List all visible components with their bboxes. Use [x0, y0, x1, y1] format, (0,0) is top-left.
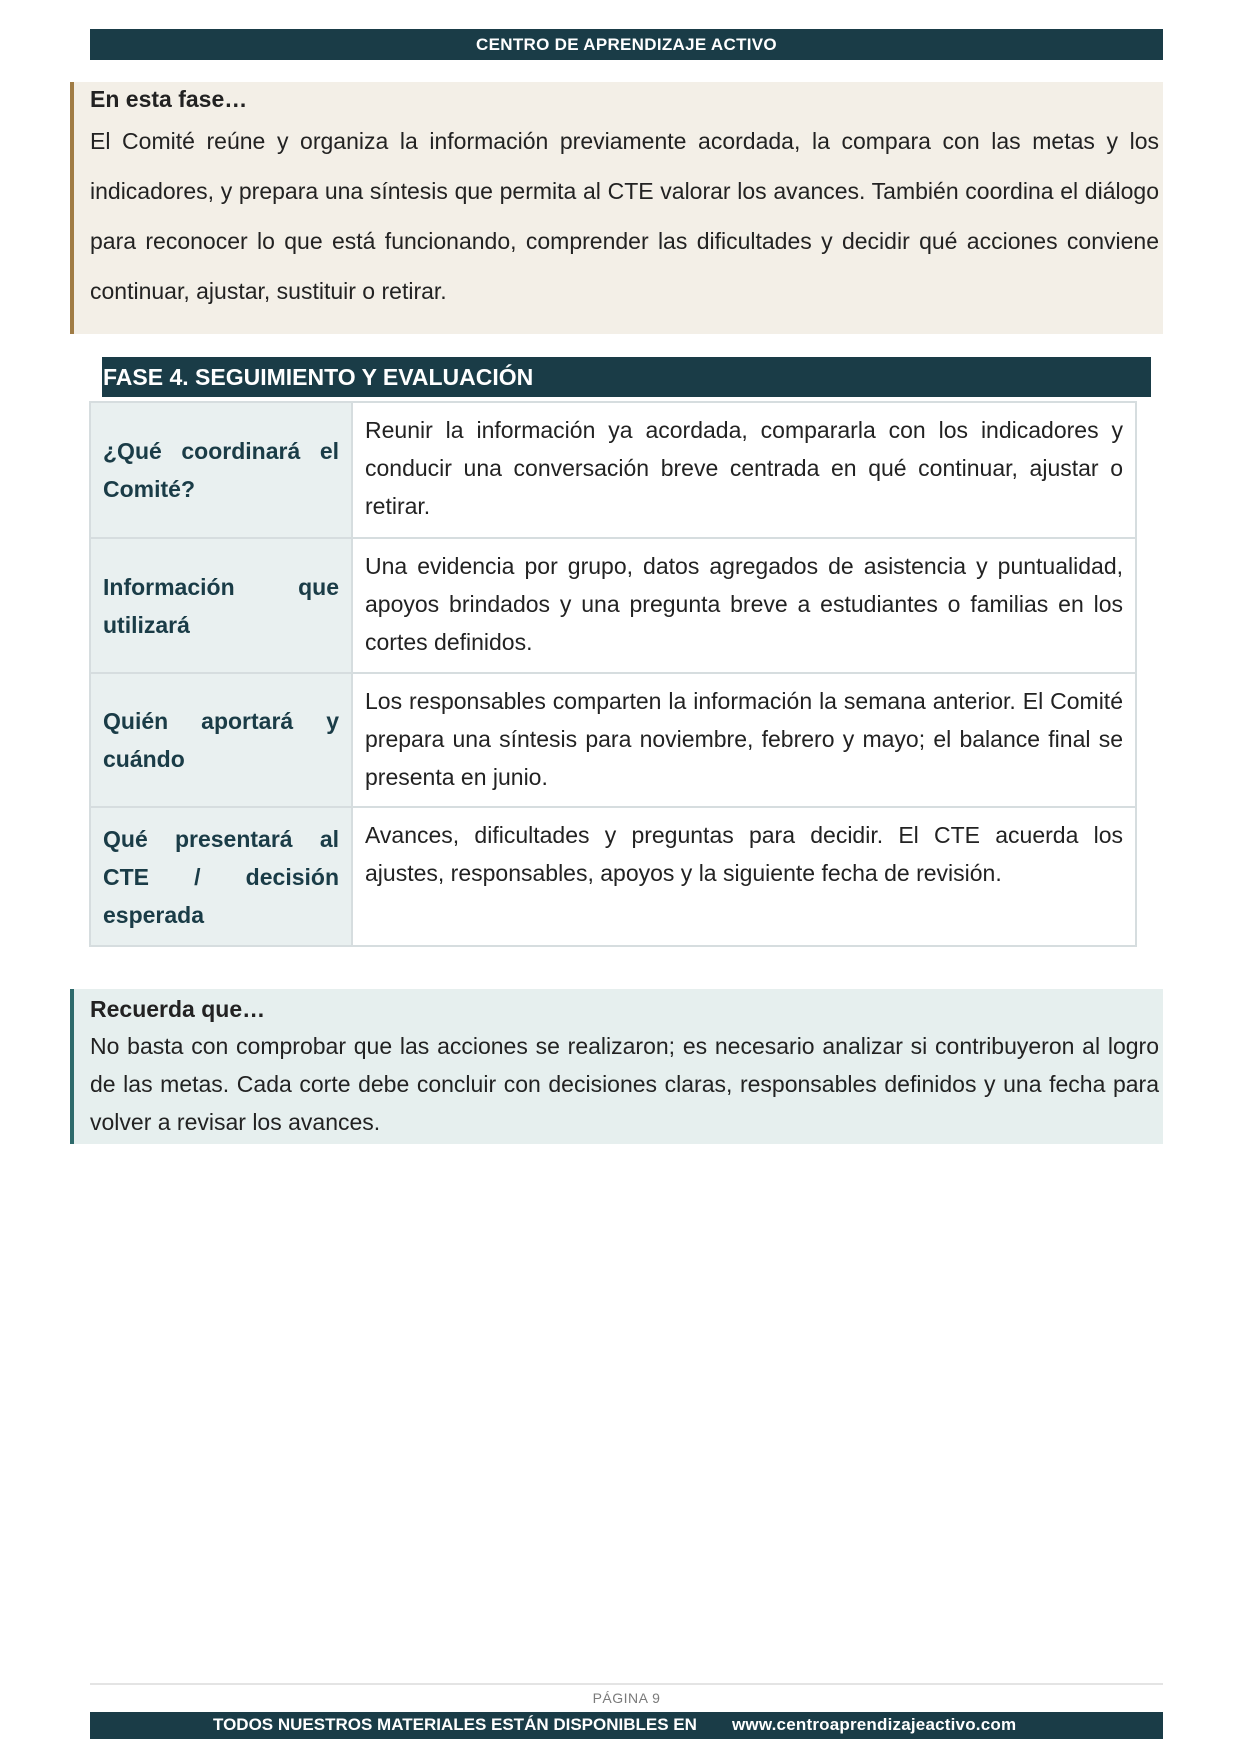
footer-materials-text: TODOS NUESTROS MATERIALES ESTÁN DISPONIBLES EN	[213, 1715, 697, 1734]
table-row-label: Quién aportará y cuándo	[90, 673, 352, 807]
remember-callout-heading: Recuerda que…	[90, 996, 266, 1022]
table-row	[90, 538, 1136, 673]
table-row-label: Información que utilizará	[90, 538, 352, 673]
table-row-value: Una evidencia por grupo, datos agregados de asistencia y puntualidad, apoyos brindados y una pregunta breve a estudiantes o familias en los cortes definidos.	[352, 538, 1136, 673]
table-row-label: Qué presentará al CTE / decisión esperada	[90, 807, 352, 946]
phase-callout	[70, 82, 1163, 334]
remember-callout-body: No basta con comprobar que las acciones se realizaron; es necesario analizar si contribuyeron al logro de las metas. Cada corte debe concluir con decisiones claras, responsables definidos y una fecha para volver a revisar los avances.	[90, 1033, 1159, 1135]
header-title: CENTRO DE APRENDIZAJE ACTIVO	[476, 34, 777, 54]
section-title-text: FASE 4. SEGUIMIENTO Y EVALUACIÓN	[103, 363, 534, 390]
page-number: PÁGINA 9	[592, 1690, 661, 1706]
table-row-value: Reunir la información ya acordada, compararla con los indicadores y conducir una conversación breve centrada en qué continuar, ajustar o retirar.	[352, 402, 1136, 538]
remember-callout	[70, 989, 1163, 1144]
table-row	[90, 807, 1136, 946]
table-row	[90, 402, 1136, 538]
phase-callout-body: El Comité reúne y organiza la información previamente acordada, la compara con las metas y los indicadores, y prepara una síntesis que permita al CTE valorar los avances. También coordina el diálogo para reconocer lo que está funcionando, comprender las dificultades y decidir qué acciones conviene continuar, ajustar, sustituir o retirar.	[90, 128, 1159, 304]
table-row	[90, 673, 1136, 807]
footer-website-link[interactable]: www.centroaprendizajeactivo.com	[732, 1715, 1017, 1734]
table-row-value: Los responsables comparten la información la semana anterior. El Comité prepara una síntesis para noviembre, febrero y mayo; el balance final se presenta en junio.	[352, 673, 1136, 807]
page-header	[90, 29, 1163, 60]
page-footer	[90, 1712, 1163, 1739]
phase-callout-heading: En esta fase…	[90, 86, 248, 112]
phase-table	[89, 401, 1137, 947]
table-row-label: ¿Qué coordinará el Comité?	[90, 402, 352, 538]
table-row-value: Avances, dificultades y preguntas para decidir. El CTE acuerda los ajustes, responsables, apoyos y la siguiente fecha de revisión.	[352, 807, 1136, 946]
footer-divider	[90, 1683, 1163, 1685]
section-title	[102, 357, 1151, 397]
